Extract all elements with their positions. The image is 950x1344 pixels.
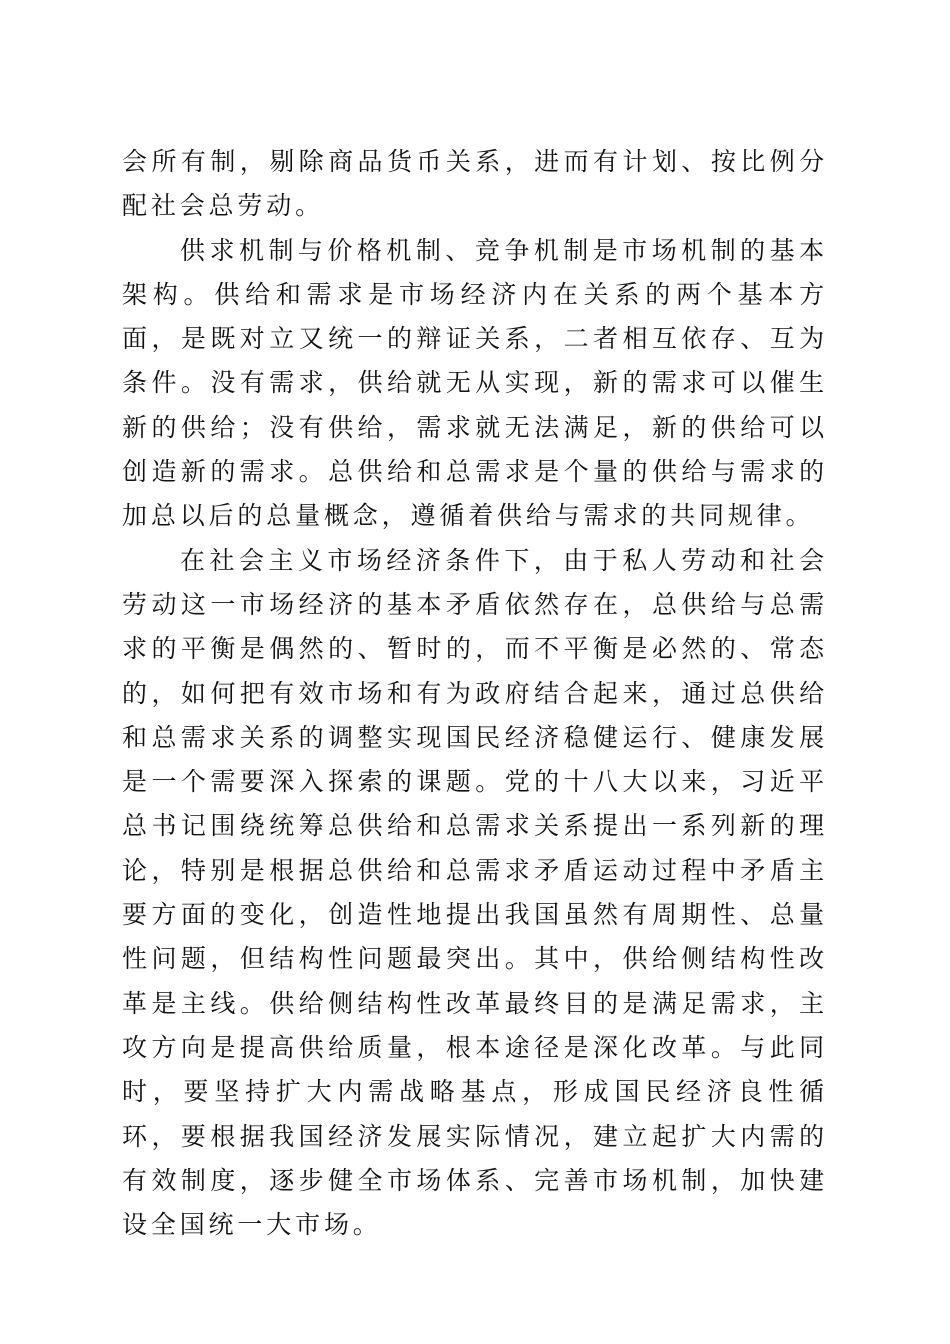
paragraph-supply-demand-mechanism: 供求机制与价格机制、竞争机制是市场机制的基本架构。供给和需求是市场经济内在关系的两个基本方面，是既对立又统一的辩证关系，二者相互依存、互为条件。没有需求，供给就无从实现，新的需求可以催生新的供给；没有供给，需求就无法满足，新的供给可以创造新的需求。总供给和总需求是个量的供给与需求的加总以后的总量概念，遵循着供给与需求的共同规律。 [122, 235, 828, 531]
paragraph-continuation: 会所有制，剔除商品货币关系，进而有计划、按比例分配社会总劳动。 [122, 147, 828, 221]
document-body [122, 140, 828, 1247]
paragraph-socialist-market-economy: 在社会主义市场经济条件下，由于私人劳动和社会劳动这一市场经济的基本矛盾依然存在，总供给与总需求的平衡是偶然的、暂时的，而不平衡是必然的、常态的，如何把有效市场和有为政府结合起来，通过总供给和总需求关系的调整实现国民经济稳健运行、健康发展是一个需要深入探索的课题。党的十八大以来，习近平总书记围绕统筹总供给和总需求关系提出一系列新的理论，特别是根据总供给和总需求矛盾运动过程中矛盾主要方面的变化，创造性地提出我国虽然有周期性、总量性问题，但结构性问题最突出。其中，供给侧结构性改革是主线。供给侧结构性改革最终目的是满足需求，主攻方向是提高供给质量，根本途径是深化改革。与此同时，要坚持扩大内需战略基点，形成国民经济良性循环，要根据我国经济发展实际情况，建立起扩大内需的有效制度，逐步健全市场体系、完善市场机制，加快建设全国统一大市场。 [122, 545, 828, 1240]
